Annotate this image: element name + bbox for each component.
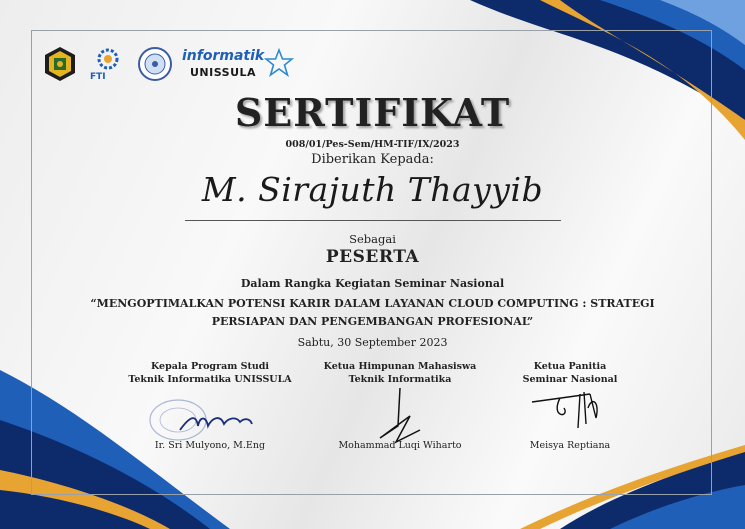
signature-icon bbox=[360, 386, 440, 444]
logo-row bbox=[42, 42, 302, 86]
signatory-name: Ir. Sri Mulyono, M.Eng bbox=[154, 440, 266, 451]
signatory-committee-head bbox=[485, 360, 655, 460]
participant-role: PESERTA bbox=[325, 247, 420, 267]
star-logo-icon bbox=[264, 48, 294, 78]
as-label: Sebagai bbox=[349, 232, 396, 246]
signatory-role-line-2: Teknik Informatika bbox=[348, 374, 452, 385]
event-date: Sabtu, 30 September 2023 bbox=[297, 336, 448, 349]
signatory-name: Mohammad Luqi Wiharto bbox=[338, 440, 462, 451]
certificate-title: SERTIFIKAT bbox=[234, 90, 511, 135]
signature-icon bbox=[530, 388, 610, 438]
name-underline bbox=[185, 220, 561, 221]
round-seal-logo bbox=[137, 46, 173, 82]
signatory-role-line-1: Kepala Program Studi bbox=[150, 361, 270, 372]
informatik-logo-top: informatik bbox=[182, 48, 265, 64]
informatik-logo-bottom: UNISSULA bbox=[190, 66, 257, 79]
seminar-theme-line-1: “MENGOPTIMALKAN POTENSI KARIR DALAM LAYANAN CLOUD COMPUTING : STRATEGI bbox=[90, 297, 655, 310]
signatory-role-line-1: Ketua Himpunan Mahasiswa bbox=[323, 361, 477, 372]
signatory-head-of-program bbox=[120, 360, 300, 460]
signatory-name: Meisya Reptiana bbox=[529, 440, 611, 451]
given-to-label: Diberikan Kepada: bbox=[311, 152, 434, 167]
signatory-role-line-1: Ketua Panitia bbox=[533, 361, 607, 372]
recipient-name: M. Sirajuth Thayyib bbox=[201, 170, 544, 209]
signature-stamp-icon bbox=[140, 396, 280, 444]
seminar-theme-line-2: PERSIAPAN DAN PENGEMBANGAN PROFESIONAL” bbox=[211, 315, 534, 328]
signatory-role-line-2: Seminar Nasional bbox=[522, 374, 618, 385]
signatory-student-association-head bbox=[320, 360, 480, 460]
emblem-seal-logo bbox=[42, 46, 78, 82]
fti-logo-text: FTI bbox=[90, 72, 106, 82]
certificate-number: 008/01/Pes-Sem/HM-TIF/IX/2023 bbox=[285, 139, 460, 150]
signatory-role-line-2: Teknik Informatika UNISSULA bbox=[128, 374, 292, 385]
event-context: Dalam Rangka Kegiatan Seminar Nasional bbox=[240, 277, 505, 290]
